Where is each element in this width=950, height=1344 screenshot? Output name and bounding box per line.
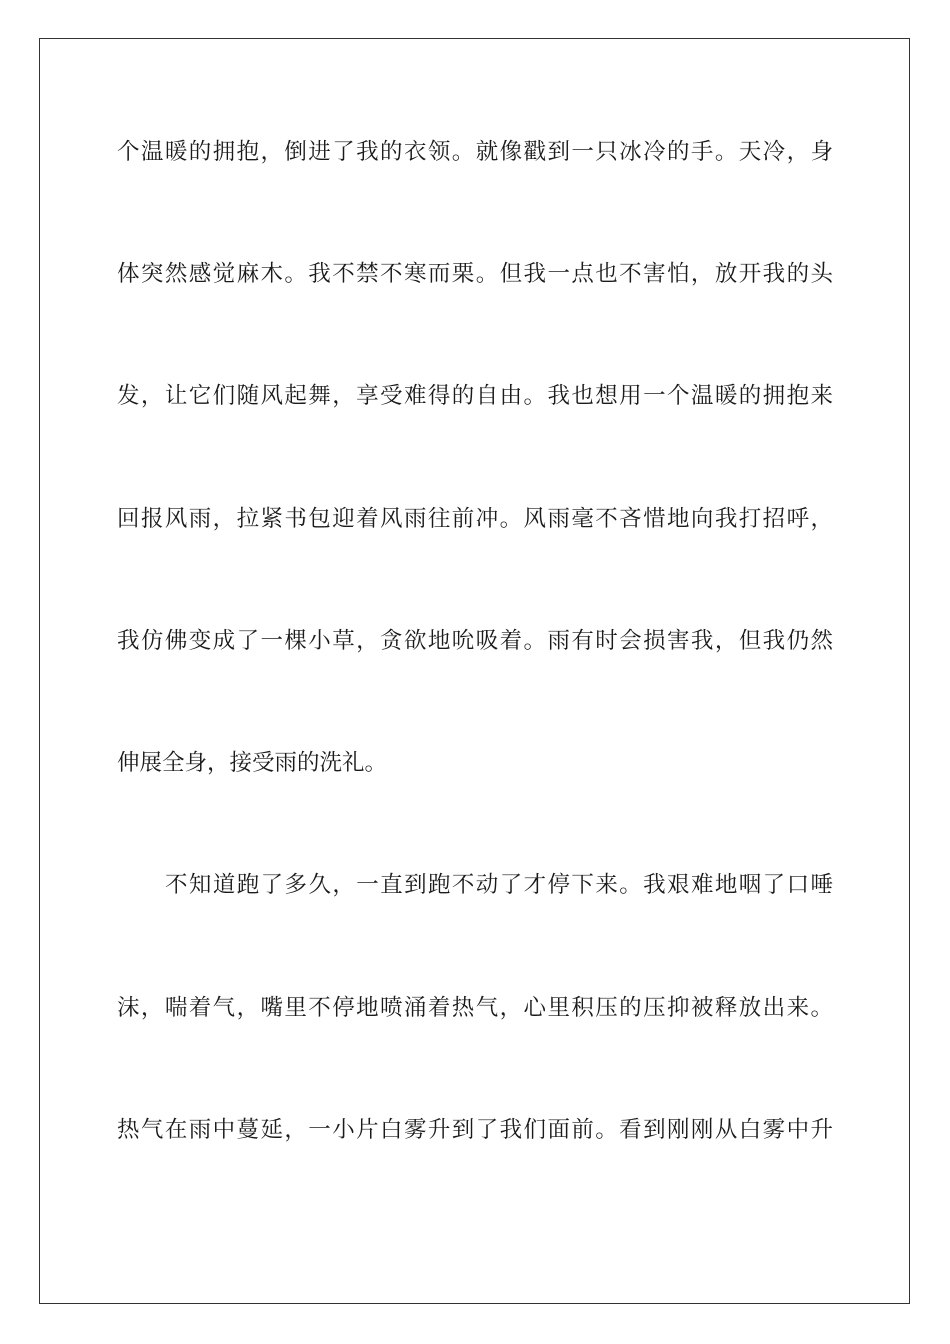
text-line-3: 发，让它们随风起舞，享受难得的自由。我也想用一个温暖的拥抱来 <box>117 383 833 409</box>
text-line-6: 伸展全身，接受雨的洗礼。 <box>117 750 388 776</box>
text-line-2: 体突然感觉麻木。我不禁不寒而栗。但我一点也不害怕，放开我的头 <box>117 261 833 287</box>
paragraph-2-line-1: 不知道跑了多久，一直到跑不动了才停下来。我艰难地咽了口唾 <box>165 872 833 898</box>
paragraph-2-line-3: 热气在雨中蔓延，一小片白雾升到了我们面前。看到刚刚从白雾中升 <box>117 1117 833 1143</box>
text-line-5: 我仿佛变成了一棵小草，贪欲地吮吸着。雨有时会损害我，但我仍然 <box>117 628 833 654</box>
text-line-4: 回报风雨，拉紧书包迎着风雨往前冲。风雨毫不吝惜地向我打招呼， <box>117 506 833 532</box>
paragraph-2-line-2: 沫，喘着气，嘴里不停地喷涌着热气，心里积压的压抑被释放出来。 <box>117 995 833 1021</box>
text-line-1: 个温暖的拥抱，倒进了我的衣领。就像戳到一只冰冷的手。天冷，身 <box>117 139 833 165</box>
